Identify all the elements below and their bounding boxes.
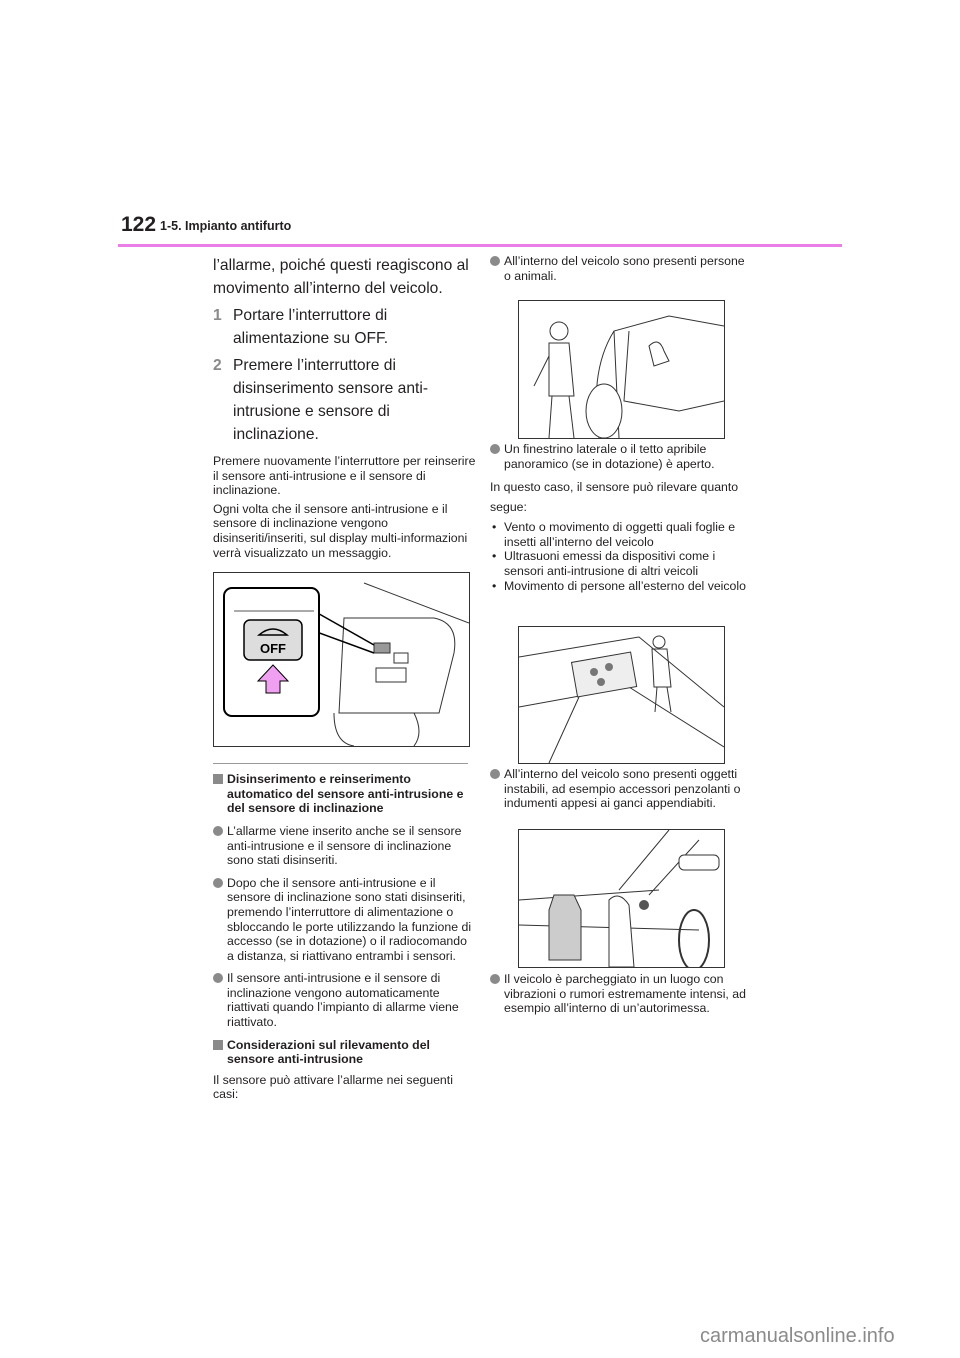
page-number: 122 — [121, 213, 157, 236]
right-column — [490, 254, 752, 283]
sunroof-figure — [518, 626, 725, 764]
square-bullet-icon — [213, 1040, 223, 1050]
list-item — [213, 876, 477, 964]
section-heading — [213, 1038, 477, 1067]
intro-text: l’allarme, poiché questi reagiscono al movimento all’interno del veicolo. — [213, 257, 469, 297]
auto-section — [213, 772, 477, 1102]
list-item — [490, 254, 752, 283]
list-item — [490, 767, 752, 811]
bullet-icon — [213, 973, 223, 983]
item-text: Vento o movimento di oggetti quali foglie e insetti all’interno del veicolo — [504, 520, 736, 549]
interior-figure — [518, 829, 725, 968]
step-1 — [213, 304, 477, 350]
step-text: Portare l’interruttore di alimentazione su OFF. — [233, 307, 389, 347]
note-text: Ogni volta che il sensore anti-intrusione e il sensore di inclinazione vengono disinseriti/inseriti, sul display multi-informazioni verrà visualizzato un messaggio. — [213, 501, 468, 560]
bullet-icon — [213, 826, 223, 836]
heading-text: Considerazioni sul rilevamento del sensore anti-intrusione — [227, 1037, 430, 1067]
item-text: L’allarme viene inserito anche se il sensore anti-intrusione e il sensore di inclinazione sono stati disinseriti. — [227, 823, 462, 868]
bullet-icon — [490, 974, 500, 984]
list-item — [490, 972, 752, 1016]
list-item — [213, 824, 477, 868]
case-text: In questo caso, il sensore può rilevare quanto segue: — [490, 480, 739, 515]
right-column-4 — [490, 972, 752, 1016]
note-text: Premere nuovamente l’interruttore per reinserire il sensore anti-intrusione e il sensore di inclinazione. — [213, 454, 476, 498]
heading-text: Disinserimento e reinserimento automatico del sensore anti-intrusione e del sensore di inclinazione — [227, 772, 464, 816]
item-text: Dopo che il sensore anti-intrusione e il sensore di inclinazione sono stati disinseriti, premendo l’interruttore di alimentazione o sbloccando le porte utilizzando la funzione di accesso (se in dotazione) o il radiocomando a distanza, si riattivano entrambi i sensori. — [227, 875, 472, 963]
square-bullet-icon — [213, 774, 223, 784]
left-column — [213, 254, 477, 1102]
person-dog-figure — [518, 300, 725, 439]
list-item — [213, 971, 477, 1029]
item-text: Movimento di persone all’esterno del veicolo — [504, 578, 746, 593]
list-item: • Ultrasuoni emessi da dispositivi come i sensori anti-intrusione di altri veicoli — [492, 549, 716, 578]
bullet-icon — [213, 878, 223, 888]
item-text: Il veicolo è parcheggiato in un luogo con vibrazioni o rumori estremamente intensi, ad esempio all’interno di un’autorimessa. — [504, 972, 746, 1016]
switch-figure — [213, 572, 470, 747]
item-text: All’interno del veicolo sono presenti persone o animali. — [504, 254, 745, 283]
step-2 — [213, 354, 477, 446]
section-heading — [213, 772, 477, 816]
off-label: OFF — [260, 641, 286, 657]
item-text: Un finestrino laterale o il tetto apribile panoramico (se in dotazione) è aperto. — [504, 442, 715, 471]
bullet-icon — [490, 256, 500, 266]
step-text: Premere l’interruttore di disinserimento sensore anti-intrusione e sensore di inclinazione. — [233, 357, 429, 443]
step-number: 2 — [213, 357, 222, 374]
list-item: • Movimento di persone all’esterno del veicolo — [492, 578, 746, 593]
list-item — [490, 442, 752, 471]
watermark: carmanualsonline.info — [700, 1325, 895, 1347]
section-title: 1-5. Impianto antifurto — [160, 219, 292, 233]
right-column-3 — [490, 767, 752, 811]
header-rule — [118, 244, 842, 247]
divider — [213, 763, 468, 764]
bullet-icon — [490, 769, 500, 779]
item-text: Ultrasuoni emessi da dispositivi come i sensori anti-intrusione di altri veicoli — [504, 549, 716, 578]
bullet-icon — [490, 444, 500, 454]
item-text: Il sensore anti-intrusione e il sensore di inclinazione vengono automaticamente riattivati quando l’impianto di allarme viene riattivato. — [227, 971, 459, 1030]
item-text: All’interno del veicolo sono presenti oggetti instabili, ad esempio accessori penzolanti o indumenti appesi ai ganci appendiabiti. — [504, 767, 741, 811]
step-number: 1 — [213, 307, 222, 324]
right-column-2 — [490, 442, 752, 593]
outro-text: Il sensore può attivare l’allarme nei seguenti casi: — [213, 1072, 453, 1102]
list-item: • Vento o movimento di oggetti quali foglie e insetti all’interno del veicolo — [492, 520, 736, 549]
